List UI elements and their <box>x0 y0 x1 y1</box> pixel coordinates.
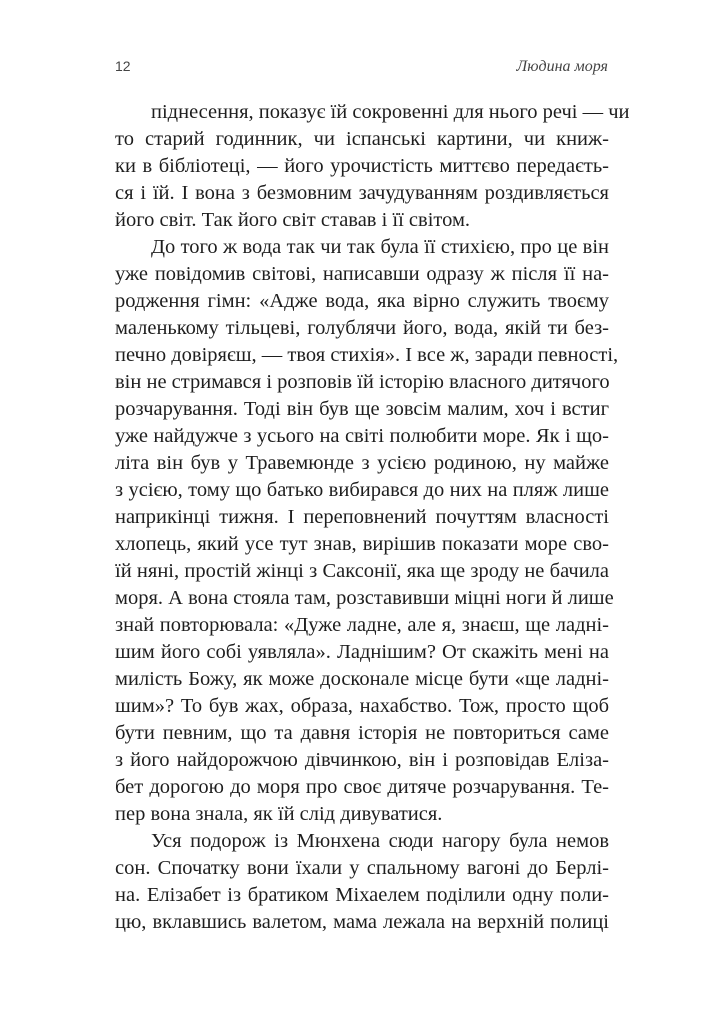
text-line: Уся подорож із Мюнхена сюди нагору була немов <box>151 830 609 852</box>
running-title: Людина моря <box>516 58 608 75</box>
text-line: уже найдужче з усього на світі полюбити море. Як і що- <box>115 425 609 447</box>
text-line: шим»? То був жах, образа, нахабство. Тож, просто щоб <box>115 695 609 717</box>
text-line: цю, вклавшись валетом, мама лежала на верхній полиці <box>115 911 609 933</box>
text-line: До того ж вода так чи так була її стихією, про це він <box>151 236 609 258</box>
text-line: то старий годинник, чи іспанські картини, чи книж- <box>115 128 609 150</box>
text-line: уже повідомив світові, написавши одразу ж після її на- <box>115 263 609 285</box>
text-line: ки в бібліотеці, — його урочистість миттєво передаєть- <box>115 155 609 177</box>
text-line: ся і їй. І вона з безмовним зачудуванням роздивляється <box>115 182 609 204</box>
text-line: сон. Спочатку вони їхали у спальному вагоні до Берлі- <box>115 857 609 879</box>
text-line: родження гімн: «Адже вода, яка вірно служить твоєму <box>115 290 609 312</box>
text-line: знай повторювала: «Дуже ладне, але я, знаєш, ще ладні- <box>115 614 609 636</box>
text-line: печно довіряєш, — твоя стихія». І все ж, заради певності, <box>115 344 619 366</box>
text-line: розчарування. Тоді він був ще зовсім малим, хоч і встиг <box>115 398 609 420</box>
text-line: з усією, тому що батько вибирався до них на пляж лише <box>115 479 609 501</box>
text-line: він не стримався і розповів їй історію власного дитячого <box>115 371 610 393</box>
text-line: його світ. Так його світ ставав і її світом. <box>115 209 471 231</box>
text-line: бет дорогою до моря про своє дитяче розчарування. Те- <box>115 776 609 798</box>
text-line: піднесення, показує їй сокровенні для нього речі — чи <box>151 101 630 123</box>
text-line: пер вона знала, як їй слід дивуватися. <box>115 803 443 825</box>
text-line: хлопець, який усе тут знав, вирішив показати море сво- <box>115 533 609 555</box>
text-line: їй няні, простій жінці з Саксонії, яка ще зроду не бачила <box>115 560 609 582</box>
text-line: шим його собі уявляла». Ладнішим? От скажіть мені на <box>115 641 609 663</box>
page-number: 12 <box>115 58 131 74</box>
text-line: з його найдорожчою дівчинкою, він і розповідав Еліза- <box>115 749 609 771</box>
text-line: маленькому тільцеві, голублячи його, вода, якій ти без- <box>115 317 609 339</box>
text-line: милість Божу, як може досконале місце бути «ще ладні- <box>115 668 609 690</box>
text-line: наприкінці тижня. І переповнений почуттям власності <box>115 506 609 528</box>
text-line: бути певним, що та давня історія не повториться саме <box>115 722 609 744</box>
body-text <box>115 99 630 936</box>
text-line: літа він був у Травемюнде з усією родиною, ну майже <box>115 452 609 474</box>
text-line: моря. А вона стояла там, розставивши міцні ноги й лише <box>115 587 614 609</box>
text-line: на. Елізабет із братиком Міхаелем поділили одну поли- <box>115 884 609 906</box>
